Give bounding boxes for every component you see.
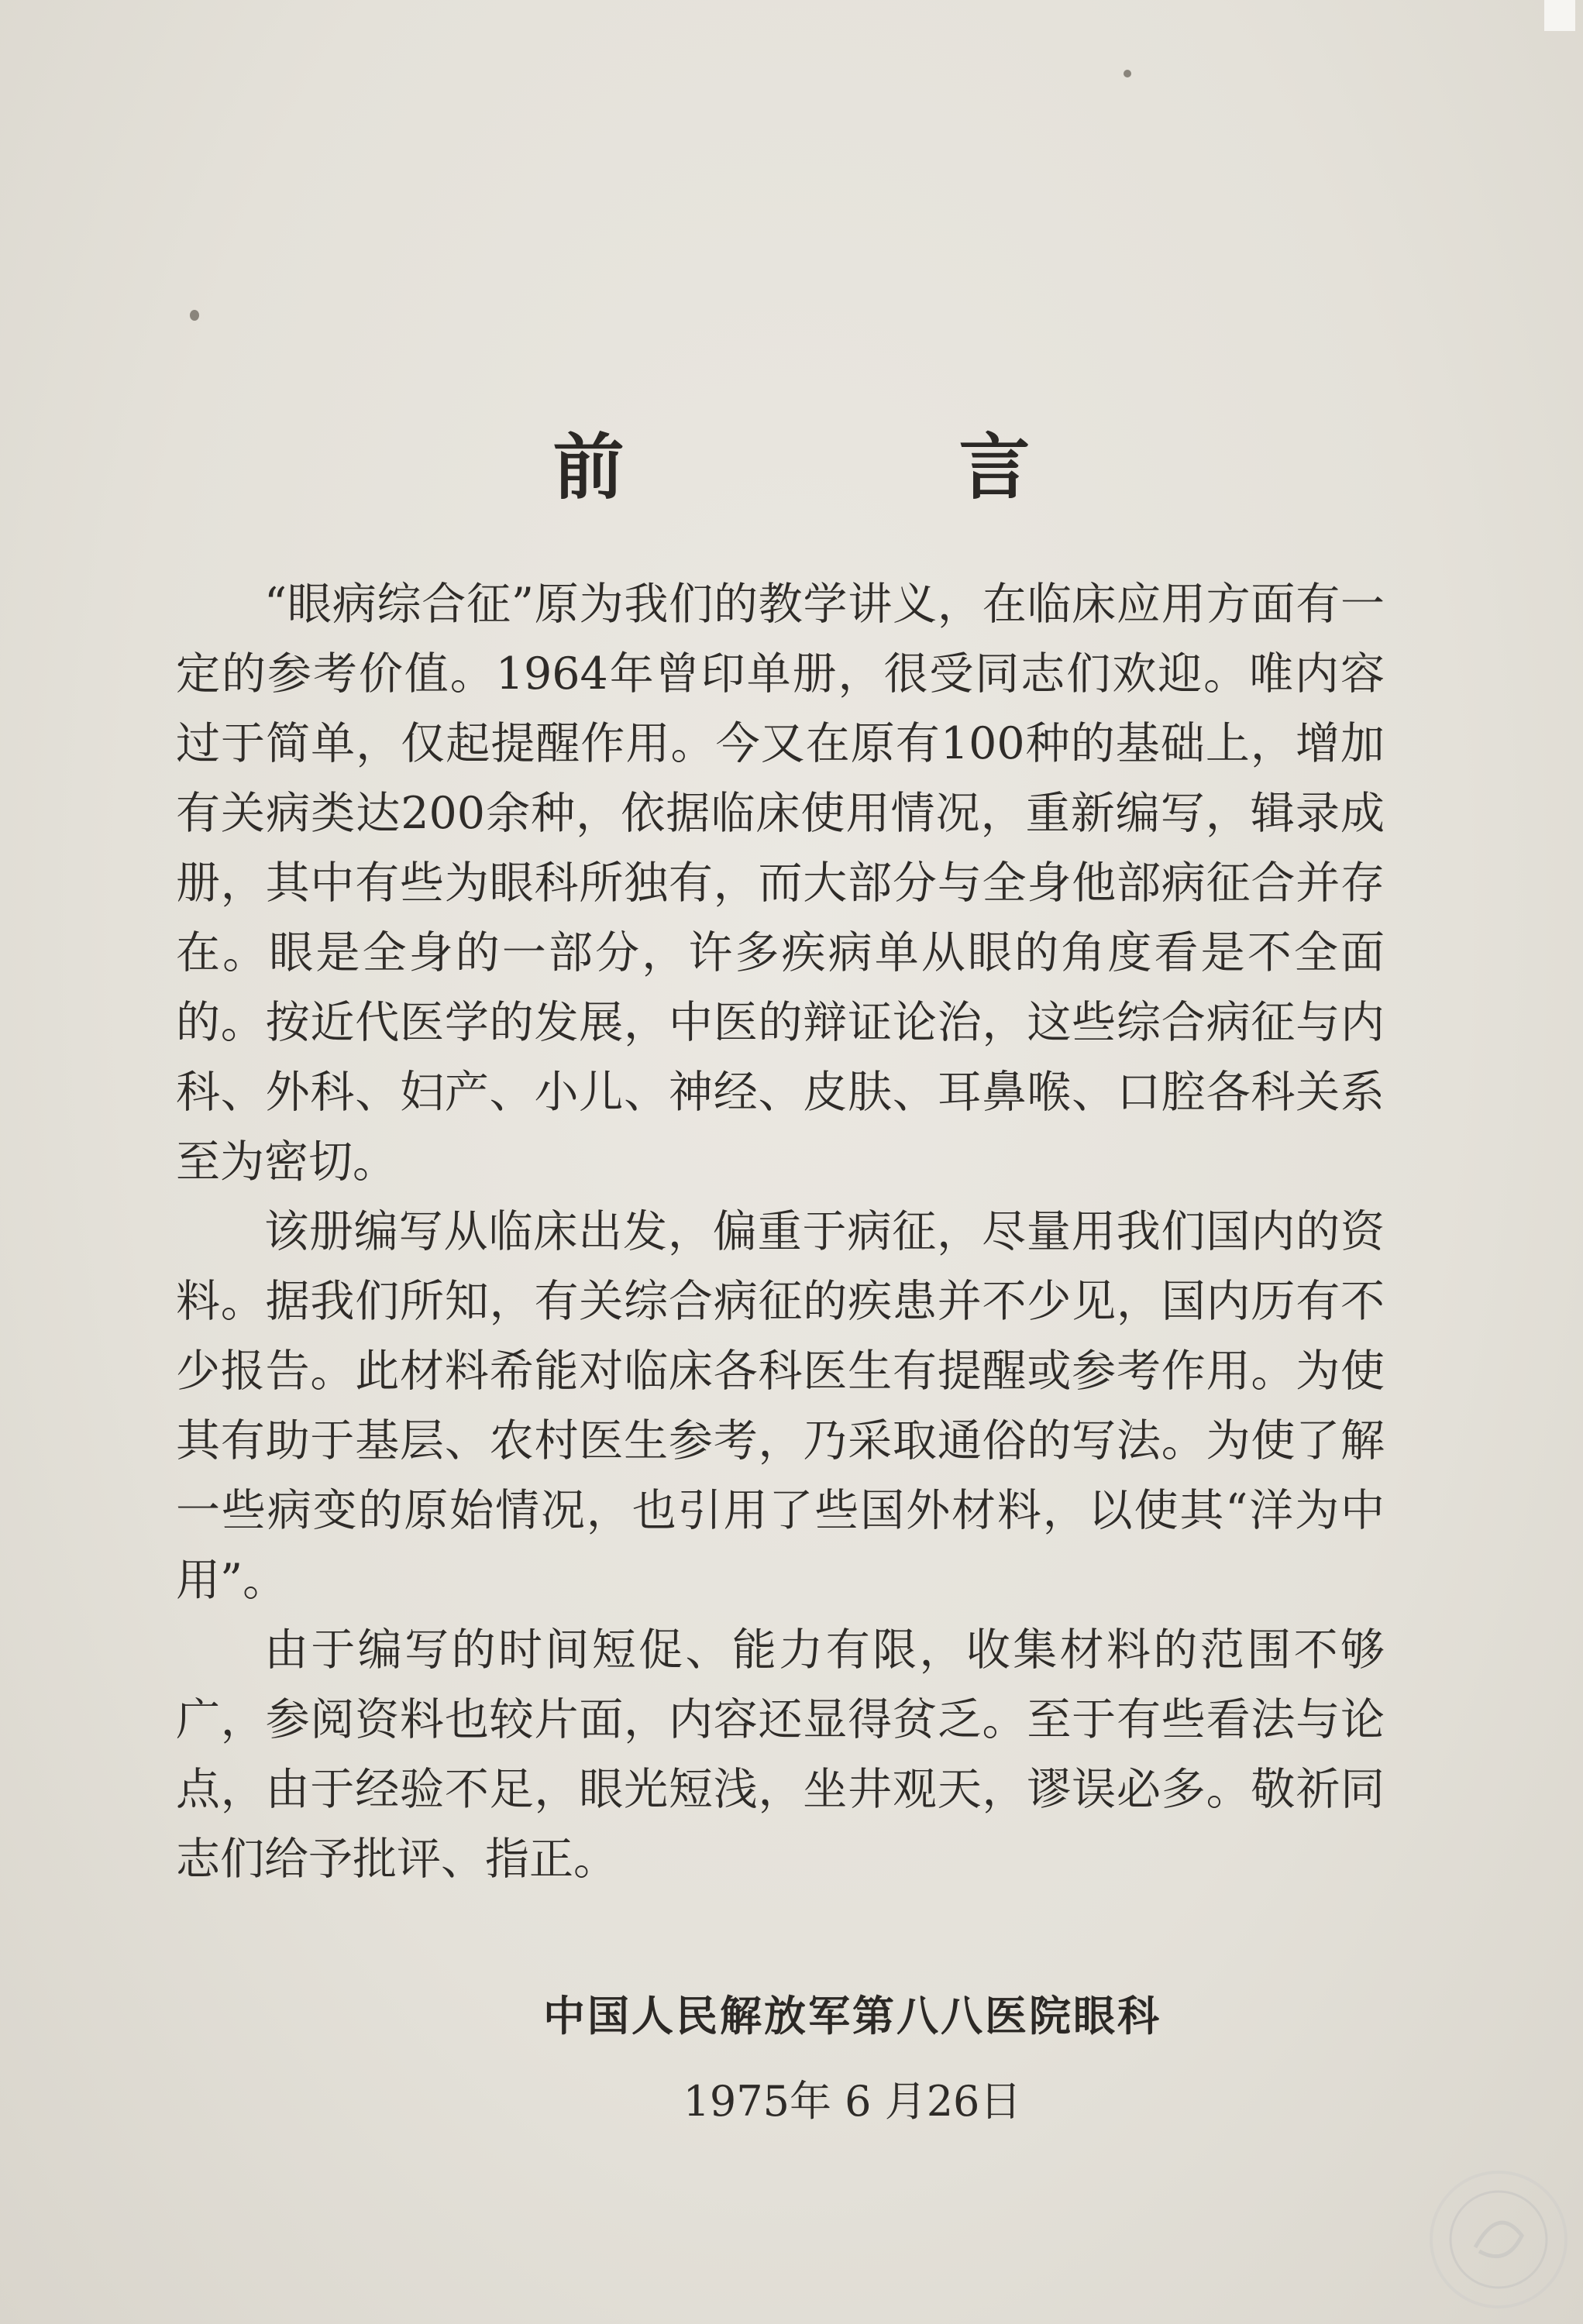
preface-paragraph-3: 由于编写的时间短促、能力有限，收集材料的范围不够广，参阅资料也较片面，内容还显得贫乏。至于有些看法与论点，由于经验不足，眼光短浅，坐井观天，谬误必多。敬祈同志们给予批评、指正。 bbox=[176, 1624, 1385, 1885]
preface-date: 1975年 6 月26日 bbox=[683, 2077, 1022, 2126]
preface-paragraph-2: 该册编写从临床出发，偏重于病征，尽量用我们国内的资料。据我们所知，有关综合病征的疾患并不少见，国内历有不少报告。此材料希能对临床各科医生有提醒或参考作用。为使其有助于基层、农村医生参考，乃采取通俗的写法。为使了解一些病变的原始情况，也引用了些国外材料，以使其“洋为中用”。 bbox=[176, 1206, 1385, 1606]
preface-paragraph-1: “眼病综合征”原为我们的教学讲义，在临床应用方面有一定的参考价值。1964年曾印单册，很受同志们欢迎。唯内容过于简单，仅起提醒作用。今又在原有100种的基础上，增加有关病类达200余种，依据临床使用情况，重新编写，辑录成册，其中有些为眼科所独有，而大部分与全身他部病征合并存在。眼是全身的一部分，许多疾病单从眼的角度看是不全面的。按近代医学的发展，中医的辩证论治，这些综合病征与内科、外科、妇产、小儿、神经、皮肤、耳鼻喉、口腔各科关系至为密切。 bbox=[176, 579, 1385, 1188]
paper-speck bbox=[1124, 70, 1131, 77]
page-title: 前 言 bbox=[552, 426, 1186, 509]
preface-body bbox=[176, 569, 1385, 1894]
stamp-seal-icon bbox=[1430, 2171, 1568, 2309]
corner-highlight bbox=[1544, 0, 1575, 31]
paper-speck bbox=[190, 310, 199, 321]
author-signature: 中国人民解放军第八八医院眼科 bbox=[543, 1992, 1161, 2040]
